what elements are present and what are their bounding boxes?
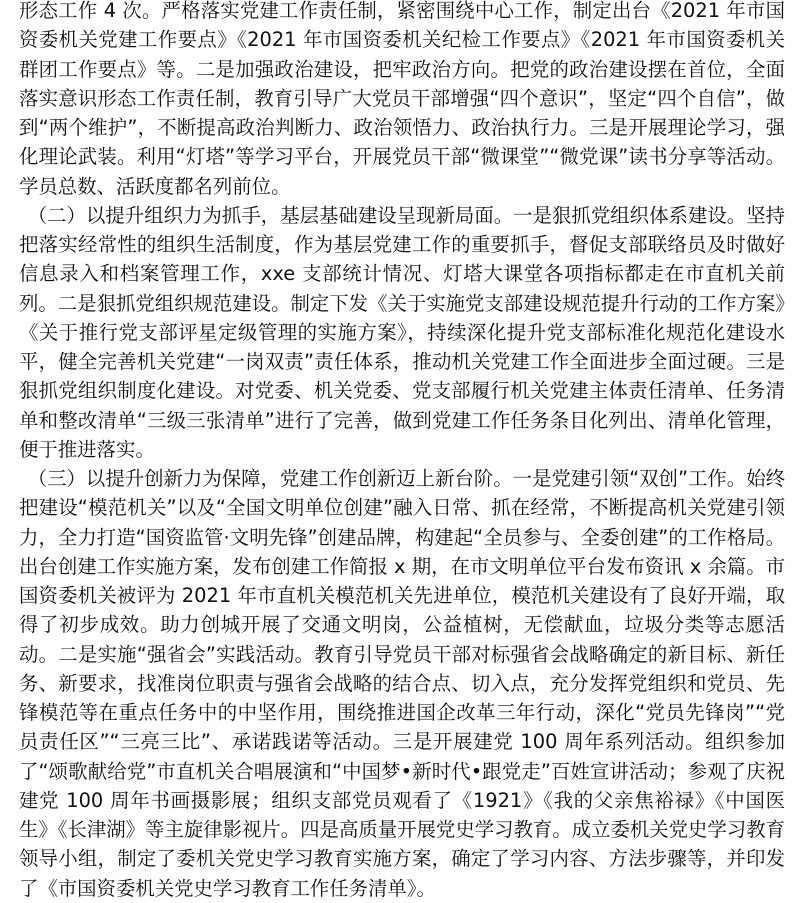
- paragraph-2: （二）以提升组织力为抓手，基层基础建设呈现新局面。一是狠抓党组织体系建设。坚持把落实经常性的组织生活制度，作为基层党建工作的重要抓手，督促支部联络员及时做好信息录入和档案管理工作，xxe 支部统计情况、灯塔大课堂各项指标都走在市直机关前列。二是狠抓党组织规范建设。制定下发《关于实施党支部建设规范提升行动的工作方案》《关于推行党支部评星定级管理的实施方案》，持续深化提升党支部标准化规范化建设水平，健全完善机关党建“一岗双责”责任体系，推动机关党建工作全面进步全面过硬。三是狠抓党组织制度化建设。对党委、机关党委、党支部履行机关党建主体责任清单、任务清单和整改清单“三级三张清单”进行了完善，做到党建工作任务条目化列出、清单化管理，便于推进落实。: [19, 203, 785, 461]
- document-body: [19, 0, 785, 903]
- paragraph-1: 形态工作 4 次。严格落实党建工作责任制，紧密围绕中心工作，制定出台《2021 年市国资委机关党建工作要点》《2021 年市国资委机关纪检工作要点》《2021 年市国资委机关群团工作要点》等。二是加强政治建设，把牢政治方向。把党的政治建设摆在首位，全面落实意识形态工作责任制，教育引导广大党员干部增强“四个意识”，坚定“四个自信”，做到“两个维护”，不断提高政治判断力、政治领悟力、政治执行力。三是开展理论学习，强化理论武装。利用“灯塔”等学习平台，开展党员干部“微课堂”“微党课”读书分享等活动。学员总数、活跃度都名列前位。: [19, 0, 785, 198]
- paragraph-3: （三）以提升创新力为保障，党建工作创新迈上新台阶。一是党建引领“双创”工作。始终把建设“模范机关”以及“全国文明单位创建”融入日常、抓在经常，不断提高机关党建引领力，全力打造“国资监管·文明先锋”创建品牌，构建起“全员参与、全委创建”的工作格局。出台创建工作实施方案，发布创建工作简报 x 期，在市文明单位平台发布资讯 x 余篇。市国资委机关被评为 2021 年市直机关模范机关先进单位，模范机关建设有了良好开端，取得了初步成效。助力创城开展了交通文明岗，公益植树，无偿献血，垃圾分类等志愿活动。二是实施“强省会”实践活动。教育引导党员干部对标强省会战略确定的新目标、新任务、新要求，找准岗位职责与强省会战略的结合点、切入点，充分发挥党组织和党员、先锋模范等在重点任务中的中坚作用，围绕推进国企改革三年行动，深化“党员先锋岗”“党员责任区”“三亮三比”、承诺践诺等活动。三是开展建党 100 周年系列活动。组织参加了“颂歌献给党”市直机关合唱展演和“中国梦•新时代•跟党走”百姓宣讲活动；参观了庆祝建党 100 周年书画摄影展；组织支部党员观看了《1921》《我的父亲焦裕禄》《中国医生》《长津湖》等主旋律影视片。四是高质量开展党史学习教育。成立委机关党史学习教育领导小组，制定了委机关党史学习教育实施方案，确定了学习内容、方法步骤等，并印发了《市国资委机关党史学习教育工作任务清单》。: [19, 467, 785, 900]
